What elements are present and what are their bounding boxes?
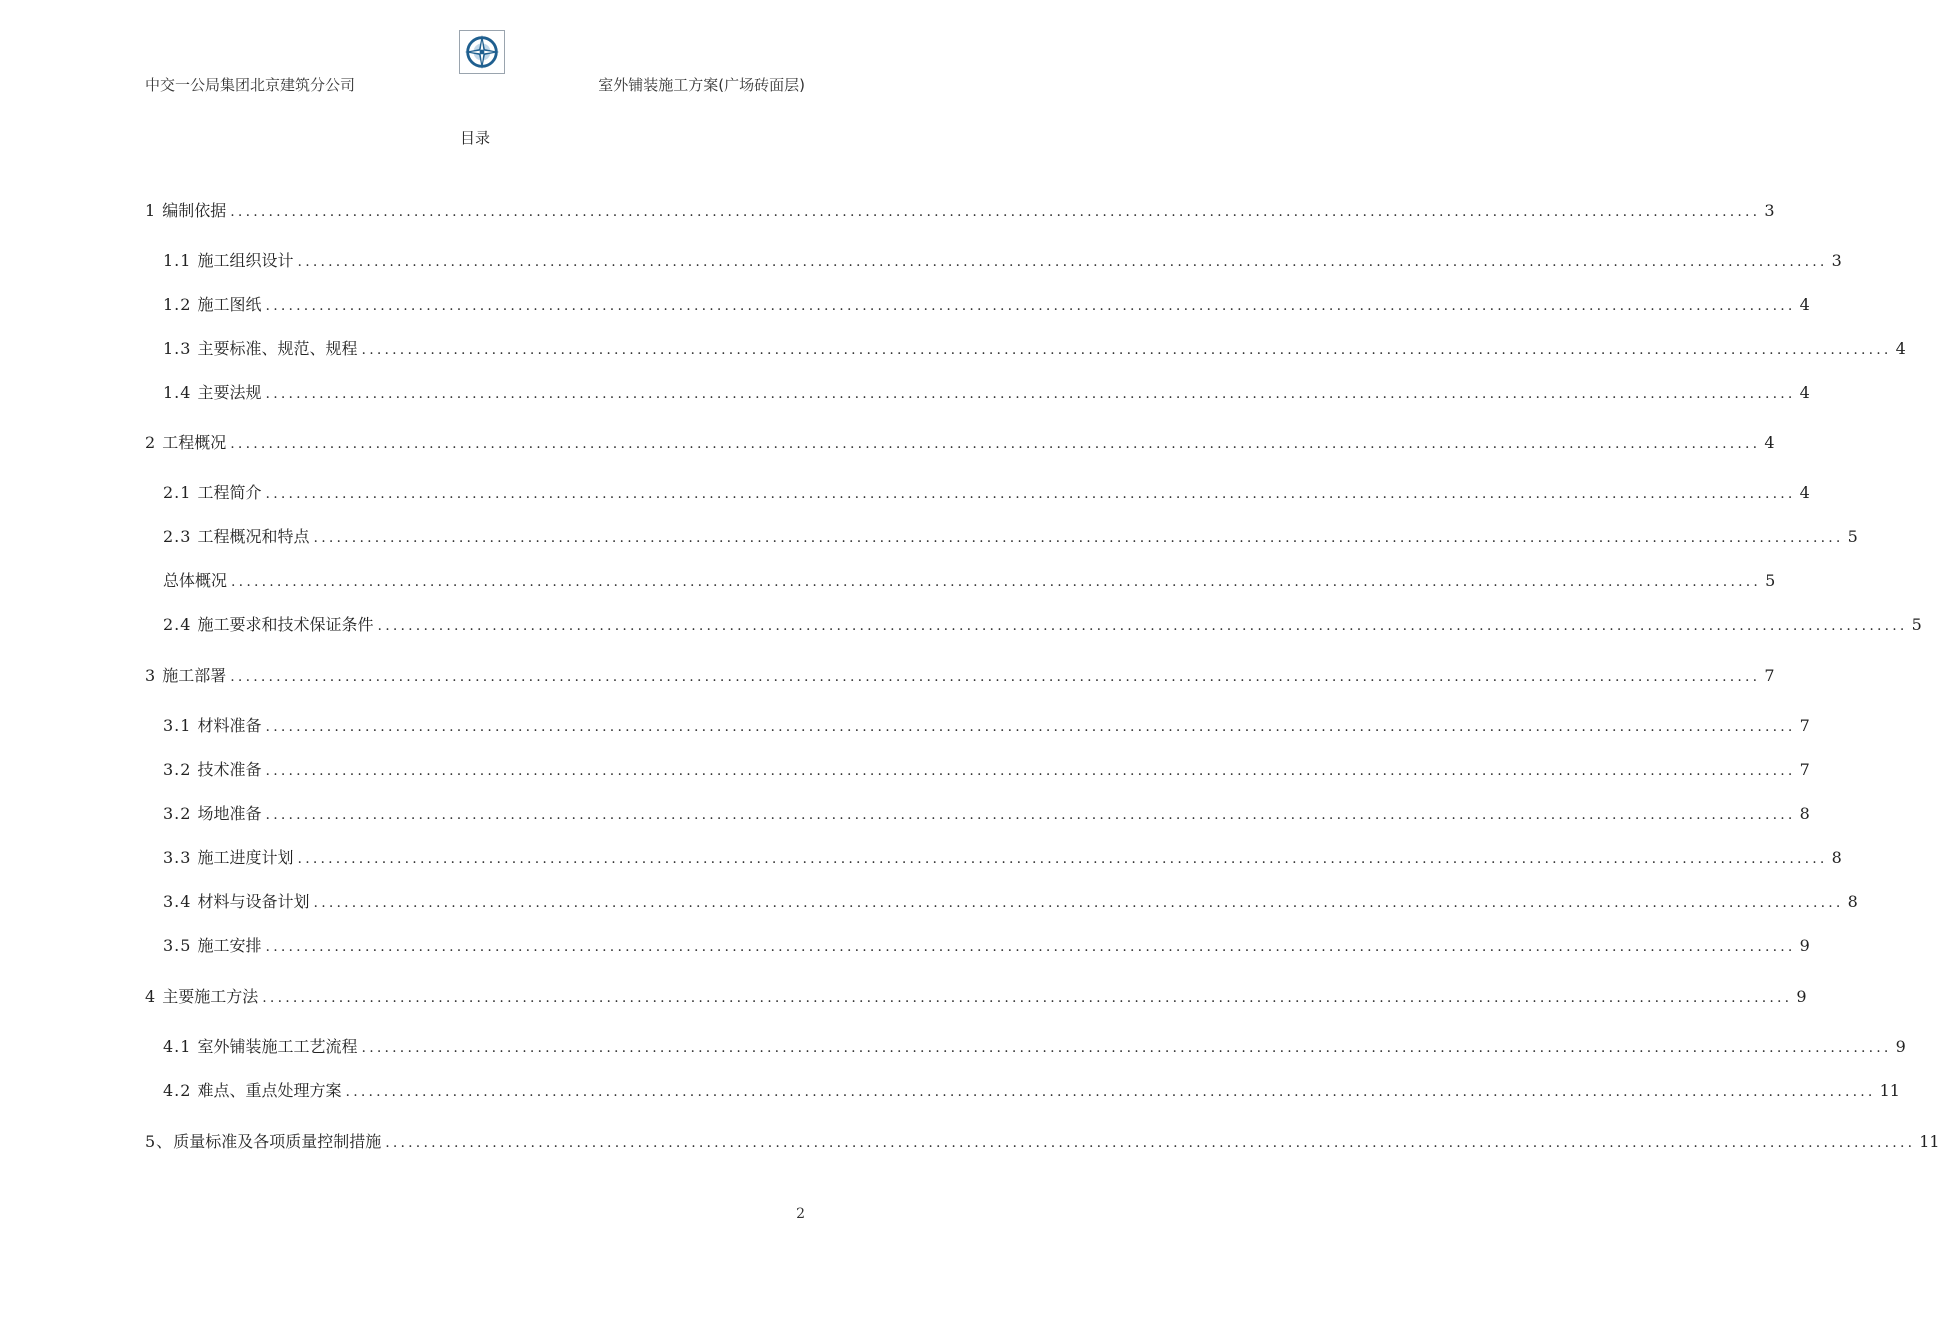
toc-entry-title: 总体概况	[163, 571, 228, 590]
toc-dot-leader: ........................................................................................................................................................................................................	[265, 386, 1796, 402]
toc-entry-page: 4	[1799, 295, 1810, 314]
toc-dot-leader: ........................................................................................................................................................................................................	[361, 1040, 1892, 1056]
toc-entry-title: 技术准备	[197, 760, 262, 779]
toc-entry-page: 4	[1895, 339, 1906, 358]
toc-entry-page: 9	[1796, 987, 1807, 1006]
toc-entry[interactable]	[145, 199, 1775, 223]
toc-entry[interactable]	[163, 337, 1906, 361]
toc-entry-page: 5	[1847, 527, 1858, 546]
toc-dot-leader: ........................................................................................................................................................................................................	[230, 204, 1761, 220]
toc-entry-title: 主要标准、规范、规程	[197, 339, 358, 358]
toc-entry-title: 难点、重点处理方案	[197, 1081, 342, 1100]
toc-dot-leader: ........................................................................................................................................................................................................	[230, 436, 1761, 452]
toc-entry-number: 3	[145, 666, 163, 685]
toc-entry[interactable]	[163, 1079, 1900, 1103]
toc-entry-page: 5	[1765, 571, 1776, 590]
toc-entry[interactable]	[163, 481, 1810, 505]
toc-entry-title: 施工进度计划	[197, 848, 294, 867]
toc-entry-page: 8	[1847, 892, 1858, 911]
toc-entry-number: 3.2	[163, 760, 198, 779]
toc-entry-title: 质量标准及各项质量控制措施	[173, 1132, 382, 1151]
toc-entry-number: 2	[145, 433, 163, 452]
toc-entry[interactable]	[163, 613, 1922, 637]
header-doc-title: 室外铺装施工方案(广场砖面层)	[598, 76, 805, 94]
toc-entry[interactable]	[163, 802, 1810, 826]
toc-entry-number: 3.2	[163, 804, 198, 823]
toc-entry-number: 3.5	[163, 936, 198, 955]
toc-entry[interactable]	[145, 985, 1807, 1009]
toc-entry-number: 1.1	[163, 251, 198, 270]
toc-dot-leader: ........................................................................................................................................................................................................	[313, 895, 1844, 911]
toc-entry-number: 2.3	[163, 527, 198, 546]
toc-entry-number: 1.2	[163, 295, 198, 314]
cross-compass-logo-icon	[460, 31, 504, 73]
toc-entry-title: 施工部署	[162, 666, 227, 685]
toc-dot-leader: ........................................................................................................................................................................................................	[265, 719, 1796, 735]
toc-entry-number: 3.1	[163, 716, 198, 735]
toc-entry-number: 1.3	[163, 339, 198, 358]
toc-entry-title: 室外铺装施工工艺流程	[197, 1037, 358, 1056]
toc-entry[interactable]	[163, 1035, 1906, 1059]
toc-entry[interactable]	[163, 758, 1810, 782]
toc-entry-title: 施工安排	[197, 936, 262, 955]
toc-entry-page: 4	[1799, 483, 1810, 502]
toc-entry[interactable]	[163, 381, 1810, 405]
toc-entry[interactable]	[163, 934, 1810, 958]
toc-entry-number: 2.1	[163, 483, 198, 502]
toc-entry[interactable]	[145, 664, 1775, 688]
toc-entry-page: 7	[1799, 760, 1810, 779]
toc-entry[interactable]	[145, 431, 1775, 455]
toc-entry-page: 11	[1879, 1081, 1900, 1100]
toc-entry-page: 7	[1764, 666, 1775, 685]
toc-entry-title: 施工组织设计	[197, 251, 294, 270]
toc-entry-number: 5、	[145, 1132, 174, 1151]
toc-entry-number: 2.4	[163, 615, 198, 634]
page-number: 2	[796, 1206, 805, 1222]
header-divider	[145, 98, 805, 99]
toc-dot-leader: ........................................................................................................................................................................................................	[265, 486, 1796, 502]
toc-entry[interactable]	[163, 714, 1810, 738]
toc-entry-page: 8	[1799, 804, 1810, 823]
toc-entry-page: 11	[1919, 1132, 1940, 1151]
toc-entry-number: 3.3	[163, 848, 198, 867]
toc-entry-number: 4.2	[163, 1081, 198, 1100]
toc-entry-title: 施工要求和技术保证条件	[197, 615, 374, 634]
toc-entry-title: 工程简介	[197, 483, 262, 502]
toc-entry-title: 主要法规	[197, 383, 262, 402]
toc-entry[interactable]	[163, 525, 1858, 549]
toc-entry-number: 1.4	[163, 383, 198, 402]
header-company: 中交一公局集团北京建筑分公司	[145, 76, 356, 94]
toc-entry-title: 主要施工方法	[162, 987, 259, 1006]
toc-entry-page: 3	[1764, 201, 1775, 220]
toc-dot-leader: ........................................................................................................................................................................................................	[313, 530, 1844, 546]
toc-entry-number: 4.1	[163, 1037, 198, 1056]
toc-dot-leader: ........................................................................................................................................................................................................	[345, 1084, 1876, 1100]
toc-dot-leader: ........................................................................................................................................................................................................	[262, 990, 1793, 1006]
toc-entry[interactable]	[163, 249, 1842, 273]
toc-entry-title: 场地准备	[197, 804, 262, 823]
company-logo	[459, 30, 505, 74]
toc-dot-leader: ........................................................................................................................................................................................................	[297, 851, 1828, 867]
toc-entry-page: 8	[1831, 848, 1842, 867]
toc-entry[interactable]	[163, 293, 1810, 317]
toc-entry-number: 3.4	[163, 892, 198, 911]
toc-entry-number: 4	[145, 987, 163, 1006]
toc-entry-title: 工程概况和特点	[197, 527, 310, 546]
toc-dot-leader: ........................................................................................................................................................................................................	[361, 342, 1892, 358]
toc-entry[interactable]	[145, 1130, 1940, 1154]
toc-entry-title: 编制依据	[162, 201, 227, 220]
toc-dot-leader: ........................................................................................................................................................................................................	[297, 254, 1828, 270]
toc-entry-page: 5	[1911, 615, 1922, 634]
toc-entry-page: 9	[1799, 936, 1810, 955]
toc-entry[interactable]	[163, 890, 1858, 914]
toc-entry-page: 7	[1799, 716, 1810, 735]
toc-entry-title: 材料准备	[197, 716, 262, 735]
toc-entry-title: 材料与设备计划	[197, 892, 310, 911]
toc-dot-leader: ........................................................................................................................................................................................................	[265, 939, 1796, 955]
toc-dot-leader: ........................................................................................................................................................................................................	[265, 763, 1796, 779]
toc-title: 目录	[459, 129, 490, 147]
toc-dot-leader: ........................................................................................................................................................................................................	[265, 298, 1796, 314]
toc-entry-page: 4	[1799, 383, 1810, 402]
toc-entry-title: 施工图纸	[197, 295, 262, 314]
toc-dot-leader: ........................................................................................................................................................................................................	[265, 807, 1796, 823]
toc-dot-leader: ........................................................................................................................................................................................................	[385, 1135, 1916, 1151]
toc-dot-leader: ........................................................................................................................................................................................................	[231, 574, 1762, 590]
toc-dot-leader: ........................................................................................................................................................................................................	[377, 618, 1908, 634]
toc-entry[interactable]	[163, 846, 1842, 870]
toc-entry[interactable]	[163, 569, 1776, 593]
toc-entry-page: 3	[1831, 251, 1842, 270]
toc-entry-title: 工程概况	[162, 433, 227, 452]
toc-dot-leader: ........................................................................................................................................................................................................	[230, 669, 1761, 685]
toc-entry-number: 1	[145, 201, 163, 220]
toc-entry-page: 4	[1764, 433, 1775, 452]
toc-entry-page: 9	[1895, 1037, 1906, 1056]
